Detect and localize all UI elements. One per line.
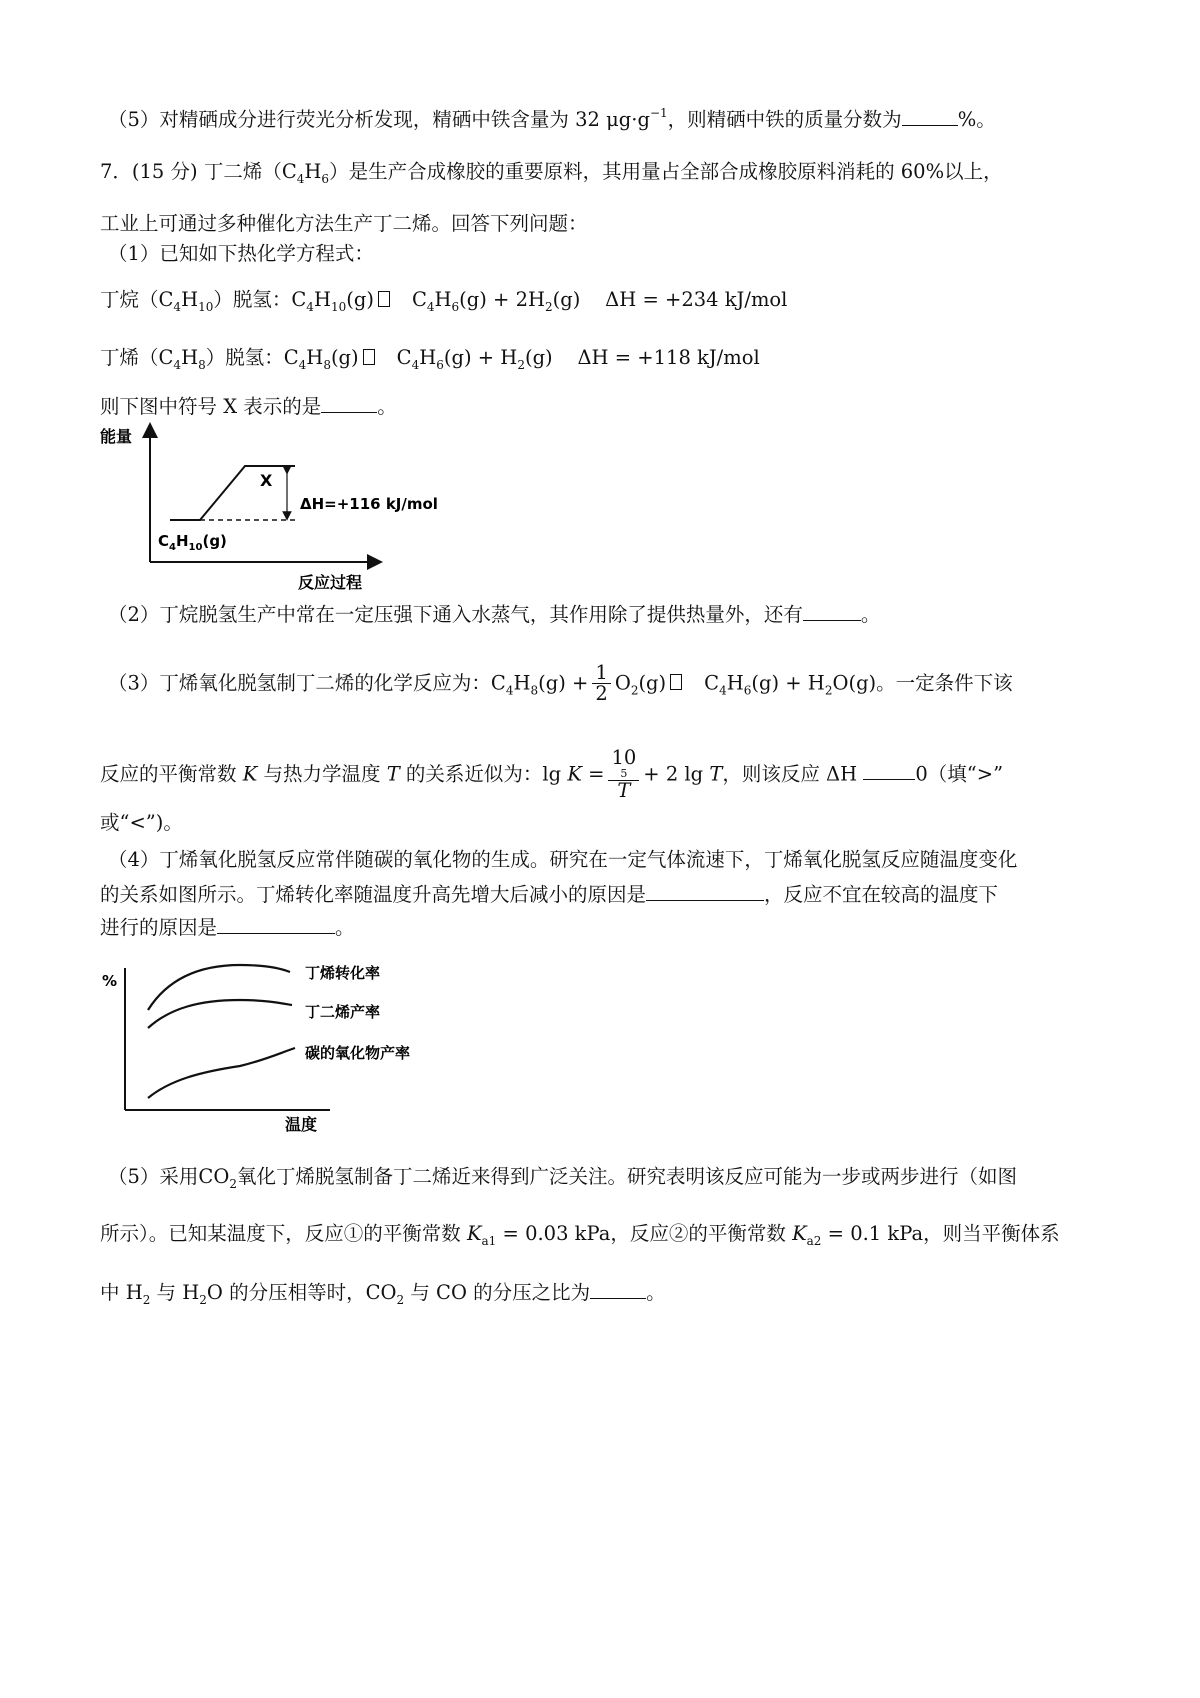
- series-label: 丁烯转化率: [305, 964, 381, 982]
- text: ，反应②的平衡常数: [610, 1222, 793, 1245]
- answer-blank[interactable]: [863, 779, 915, 780]
- text: （5）对精硒成分进行荧光分析发现，精硒中铁含量为 32 μg·g: [108, 108, 650, 131]
- energy-path: [170, 466, 295, 520]
- dh-label: ΔH=+116 kJ/mol: [300, 495, 438, 513]
- text: ，则当平衡体系: [923, 1222, 1060, 1245]
- equation-butane: 丁烷$(C_4H_{10})$脱氢：$C_4H_{10}(g) C_4H_6(g) + 2H_2(g)$ ΔH = +234 kJ/mol: [100, 288, 788, 314]
- text: 。: [377, 395, 397, 418]
- text: −1: [649, 106, 668, 120]
- y-axis-label: 能量: [100, 427, 133, 446]
- text: 与 H: [150, 1281, 200, 1304]
- text: 与热力学温度: [257, 762, 387, 786]
- q7-intro-line2: [100, 214, 588, 234]
- text: （4）丁烯氧化脱氢反应常伴随碳的氧化物的生成。研究在一定气体流速下，丁烯氧化脱氢反应随温度变化: [108, 848, 1018, 871]
- temperature-figure: [100, 950, 500, 1140]
- text: 或“<”)。: [100, 811, 183, 834]
- text: 的关系如图所示。丁烯转化率随温度升高先增大后减小的原因是: [100, 883, 647, 906]
- x-axis-label: 温度: [285, 1115, 318, 1134]
- sub5-line2: 所示）。已知某温度下，反应①的平衡常数 $K_{a1} = 0.03$ kPa，反应②的平衡常数 $K_{a2} = 0.1$ kPa，则当平衡体系: [100, 1222, 1060, 1248]
- text: 的关系近似为：: [399, 762, 543, 786]
- text: 工业上可通过多种催化方法生产丁二烯。回答下列问题：: [100, 212, 588, 235]
- text: 则下图中符号 X 表示的是: [100, 395, 322, 418]
- answer-blank[interactable]: [803, 620, 861, 621]
- answer-blank[interactable]: [217, 933, 335, 934]
- answer-blank[interactable]: [590, 1298, 646, 1299]
- y-axis-label: %: [102, 972, 118, 990]
- text: O 的分压相等时，: [206, 1281, 366, 1304]
- q7-intro-line1: 7．(15 分) 丁二烯$(C_4H_6)$是生产合成橡胶的重要原料，其用量占全部合成橡胶原料消耗的 60%以上，: [100, 160, 1003, 186]
- x-symbol-label: X: [260, 471, 273, 490]
- energy-diagram: [100, 420, 460, 595]
- sub3-line2: 反应的平衡常数 K 与热力学温度 T 的关系近似为：lg K = 10 5 T + 2 lg T，则该反应 ΔH 0（填“>”: [100, 746, 1004, 803]
- text: 丁烷（C: [100, 288, 174, 311]
- series-label: 丁二烯产率: [305, 1003, 381, 1021]
- text: 。: [860, 603, 881, 626]
- sub5-line1: （5）采用$CO_2$氧化丁烯脱氢制备丁二烯近来得到广泛关注。研究表明该反应可能为一步或两步进行（如图: [108, 1165, 1017, 1191]
- text: （3）丁烯氧化脱氢制丁二烯的化学反应为：: [108, 671, 491, 695]
- series-line-conversion: [148, 965, 290, 1010]
- text: 与 CO 的分压之比为: [404, 1281, 591, 1304]
- sub4-line3: [100, 918, 355, 938]
- text: ）是生产合成橡胶的重要原料，其用量占全部合成橡胶原料消耗的 60%以上，: [329, 160, 1003, 183]
- text: 。: [335, 916, 355, 939]
- answer-blank[interactable]: [646, 900, 764, 901]
- text: 进行的原因是: [100, 916, 218, 939]
- text: ）脱氢：: [205, 346, 284, 369]
- series-label: 碳的氧化物产率: [305, 1044, 411, 1062]
- sub2-line: [108, 605, 880, 625]
- text: ）脱氢：: [213, 288, 292, 311]
- sub5-line3: 中 $H_2$ 与 $H_2O$ 的分压相等时，$CO_2$ 与 CO 的分压之比为 。: [100, 1281, 666, 1307]
- text: （5）采用: [108, 1165, 199, 1188]
- text: 0（填“>”: [915, 762, 1004, 786]
- text: ，则精硒中铁的质量分数为: [667, 108, 902, 131]
- text: 。一定条件下该: [876, 671, 1013, 695]
- series-line-yield: [148, 1000, 292, 1028]
- sub4-line2: [100, 885, 998, 905]
- reactant-label: $C_4H_{10}(g)$: [158, 532, 227, 553]
- text: 反应的平衡常数: [100, 762, 243, 786]
- text: 所示）。已知某温度下，反应①的平衡常数: [100, 1222, 467, 1245]
- text: ΔH = +234 kJ/mol: [605, 288, 788, 311]
- prev-q5-line: [108, 107, 996, 130]
- sub4-line1: [108, 850, 1017, 870]
- text: %。: [957, 108, 996, 131]
- text: （2）丁烷脱氢生产中常在一定压强下通入水蒸气，其作用除了提供热量外，还有: [108, 603, 803, 626]
- sub1-title: [108, 244, 374, 264]
- sub3-line3: [100, 813, 183, 833]
- text: ，反应不宜在较高的温度下: [764, 883, 999, 906]
- sub3-line1: （3）丁烯氧化脱氢制丁二烯的化学反应为：$C_4H_8(g)$ + $\frac{1}{2}$ $O_2(g) C_4H_6(g) + H_2O(g)$。一定条件下该: [108, 661, 1013, 706]
- text: 丁烯（C: [100, 346, 174, 369]
- text: （1）已知如下热化学方程式：: [108, 242, 374, 265]
- sub1-question: [100, 397, 397, 417]
- series-line-carbon-oxides: [148, 1048, 295, 1098]
- text: 氧化丁烯脱氢制备丁二烯近来得到广泛关注。研究表明该反应可能为一步或两步进行（如图: [236, 1165, 1017, 1188]
- answer-blank[interactable]: [321, 412, 377, 413]
- text: ，则该反应 ΔH: [722, 762, 858, 786]
- equation-butene: 丁烯$(C_4H_8)$脱氢：$C_4H_8(g) C_4H_6(g) + H_2(g)$ ΔH = +118 kJ/mol: [100, 346, 760, 372]
- answer-blank[interactable]: [902, 125, 958, 126]
- text: ΔH = +118 kJ/mol: [577, 346, 760, 369]
- x-axis-label: 反应过程: [298, 573, 363, 592]
- text: 中 H: [100, 1281, 143, 1304]
- text: 7．(15 分) 丁二烯（C: [100, 160, 297, 183]
- text: 。: [646, 1281, 666, 1304]
